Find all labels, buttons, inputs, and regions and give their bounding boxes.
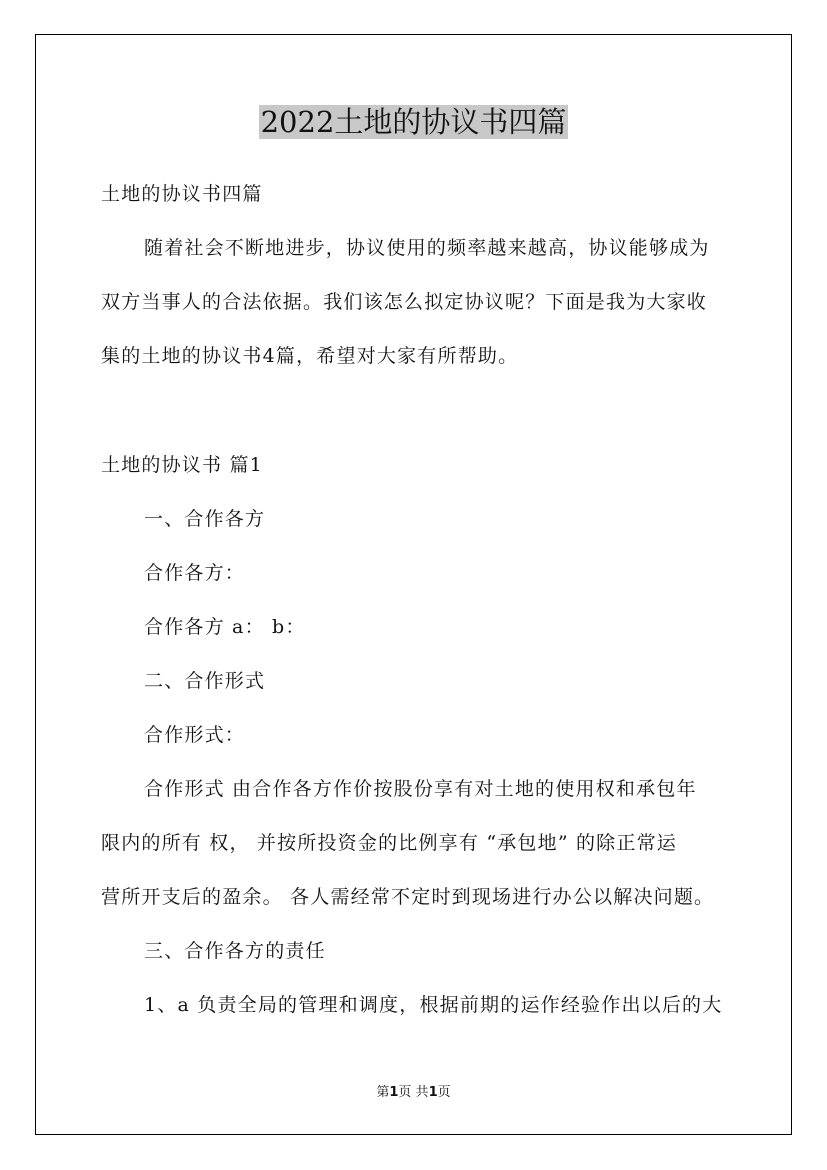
clause-heading: 三、合作各方的责任: [144, 940, 326, 962]
clause-heading: 二、合作形式: [144, 670, 266, 692]
document-title-text: 2022土地的协议书四篇: [260, 105, 567, 139]
paragraph-line: 合作各方 a： b：: [144, 616, 306, 638]
paragraph-line: 合作形式 由合作各方作价按股份享有对土地的使用权和承包年: [144, 778, 697, 800]
page-footer: [0, 1084, 827, 1102]
clause-heading: 一、合作各方: [144, 508, 266, 530]
footer-mid: 页 共: [398, 1085, 429, 1100]
paragraph-line: 营所开支后的盈余。 各人需经常不定时到现场进行办公以解决问题。: [101, 886, 715, 908]
paragraph-line: 限内的所有 权， 并按所投资金的比例享有 “承包地” 的除正常运: [101, 832, 677, 854]
document-title: [0, 100, 827, 144]
paragraph-line: 随着社会不断地进步，协议使用的频率越来越高，协议能够成为: [144, 237, 710, 259]
paragraph-line: 合作形式：: [144, 724, 246, 746]
paragraph-line: 合作各方：: [144, 562, 246, 584]
footer-page-total: 1: [428, 1085, 438, 1100]
paragraph-line: 集的土地的协议书4篇，希望对大家有所帮助。: [101, 345, 519, 367]
footer-prefix: 第: [376, 1085, 390, 1100]
section-heading: 土地的协议书四篇: [101, 183, 263, 205]
paragraph-line: 双方当事人的合法依据。我们该怎么拟定协议呢？下面是我为大家收: [101, 291, 708, 313]
footer-page-current: 1: [389, 1085, 399, 1100]
section-heading: 土地的协议书 篇1: [101, 454, 263, 476]
footer-suffix: 页: [437, 1085, 451, 1100]
paragraph-line: 1、a 负责全局的管理和调度，根据前期的运作经验作出以后的大: [144, 994, 723, 1016]
